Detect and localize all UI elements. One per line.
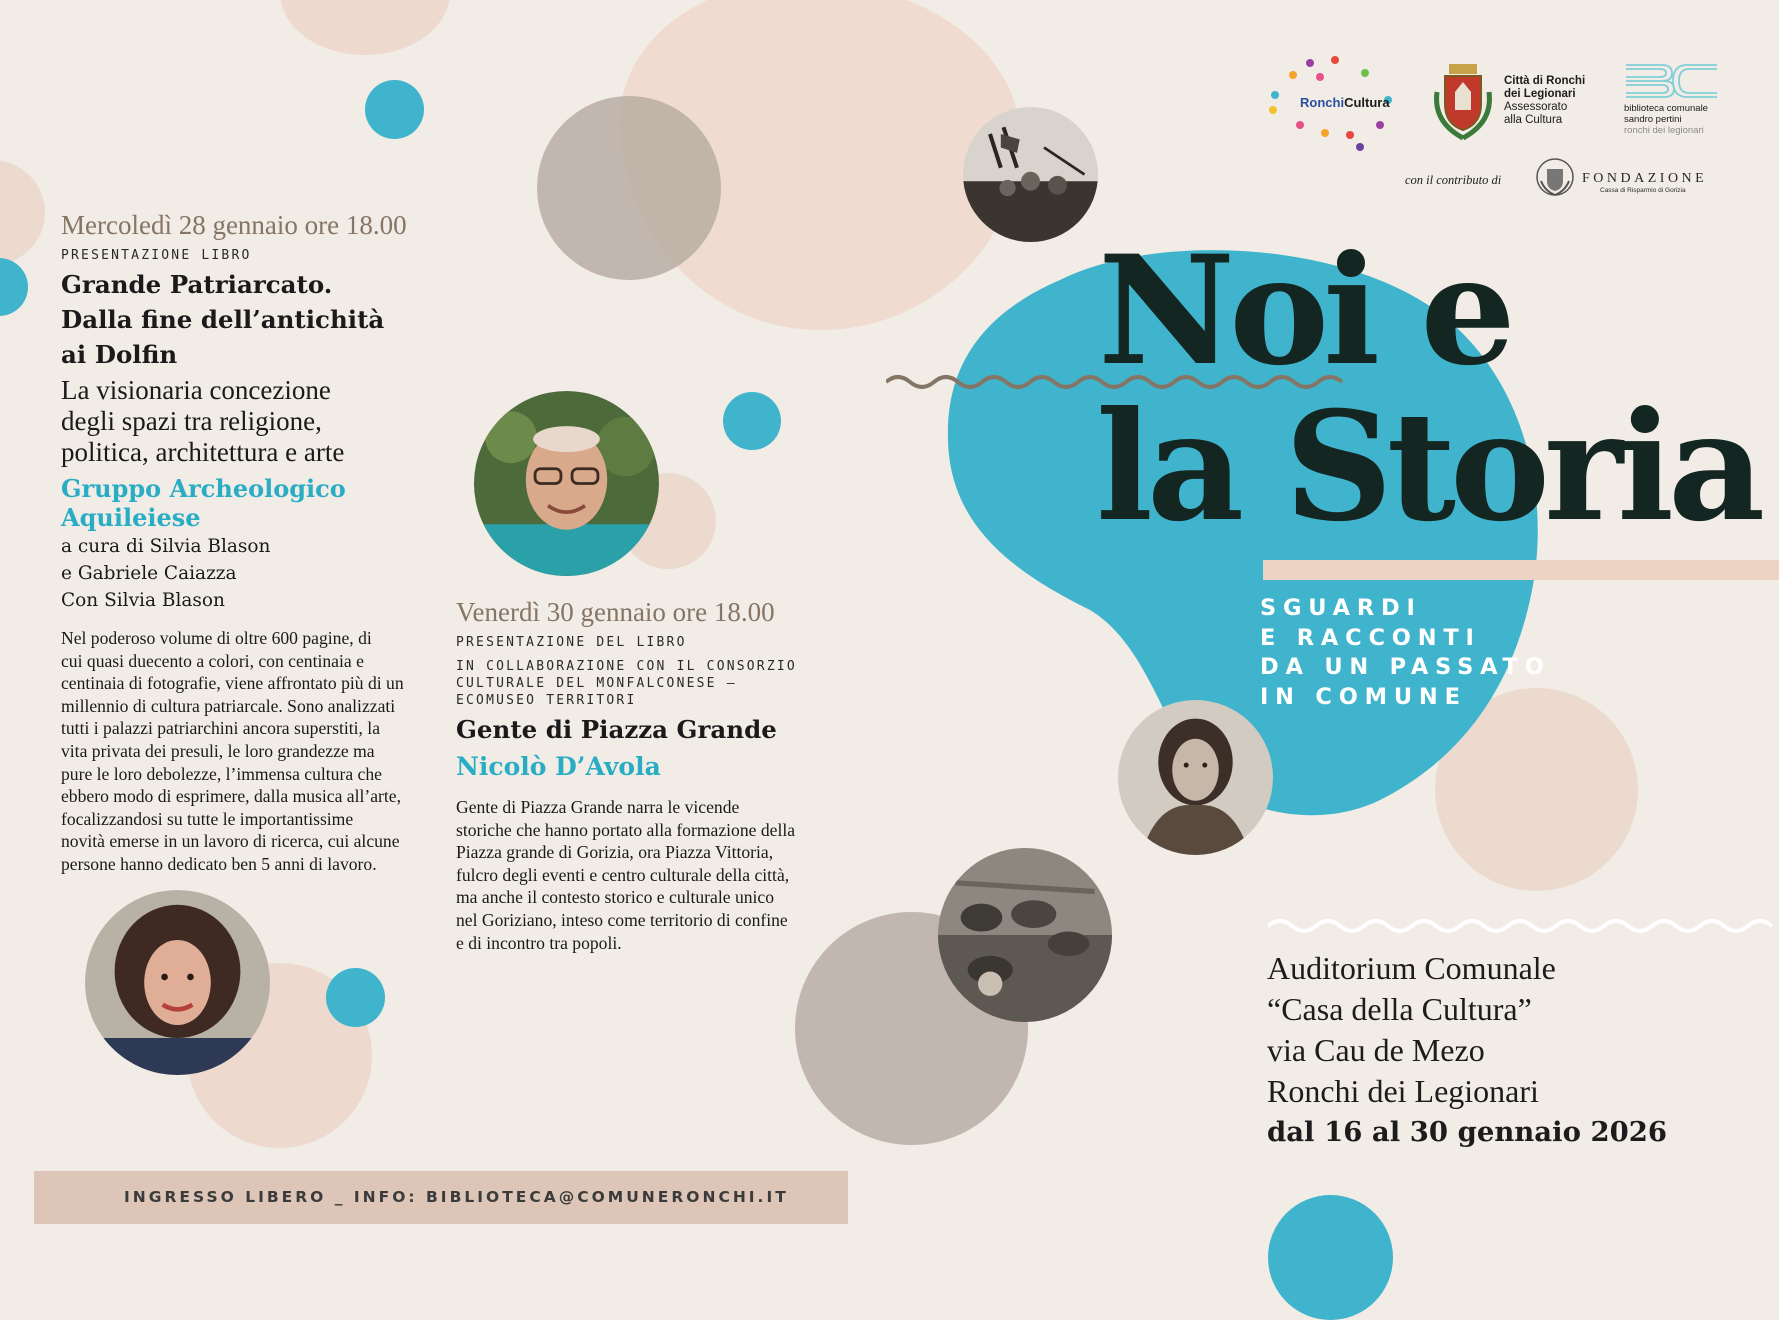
event2-title: Gente di Piazza Grande — [456, 715, 777, 744]
contributo-label: con il contributo di — [1405, 173, 1502, 187]
event1-title-line-3: ai Dolfin — [61, 340, 178, 369]
event2-collab-line-3: ECOMUSEO TERRITORI — [456, 693, 637, 708]
event2-desc-line: Piazza grande di Gorizia, ora Piazza Vittoria, — [456, 842, 774, 863]
event1-title-line-1: Grande Patriarcato. — [61, 270, 333, 299]
event1-desc-line: novità emerse in un lavoro di ricerca, cui alcune — [61, 831, 400, 852]
peach-bar — [1263, 560, 1779, 580]
citta-line-2: dei Legionari — [1504, 88, 1576, 100]
tagline-line-3: DA UN PASSATO — [1260, 654, 1551, 680]
event1-desc-line: cui quasi duecento a colori, con centinaia e — [61, 650, 364, 671]
event1-desc-line: centinaia di fotografie, viene affrontato più di un — [61, 673, 404, 694]
event1-org-line-2: Aquileiese — [61, 503, 201, 532]
event1-desc-line: focalizzandosi su tutte le importantissime — [61, 808, 354, 829]
tagline — [1260, 594, 1551, 712]
citta-line-3: Assessorato — [1504, 101, 1568, 113]
footer-info: INGRESSO LIBERO _ INFO: BIBLIOTECA@COMUNERONCHI.IT — [124, 1188, 789, 1206]
portrait-woman-curly-hair — [85, 890, 270, 1075]
event1-subtitle-line-2: degli spazi tra religione, — [61, 406, 322, 436]
venue-line-3: via Cau de Mezo — [1267, 1032, 1485, 1068]
event1-title-line-2: Dalla fine dell’antichità — [61, 305, 385, 334]
peach-half-left — [0, 160, 45, 265]
event2-desc-line: e di incontro tra popoli. — [456, 932, 622, 953]
venue-line-4: Ronchi dei Legionari — [1267, 1073, 1539, 1109]
tagline-line-4: IN COMUNE — [1260, 683, 1467, 710]
event1-credit-1: a cura di Silvia Blason — [61, 536, 271, 557]
biblioteca-line-3: ronchi dei legionari — [1624, 125, 1704, 136]
event1-title — [61, 267, 384, 372]
logo-cultura: Cultura — [1344, 95, 1390, 110]
event1-desc-line: pure le loro debolezze, l’immensa cultura che — [61, 763, 382, 784]
biblioteca-line-2: sandro pertini — [1624, 114, 1682, 125]
biblioteca-line-1: biblioteca comunale — [1624, 103, 1708, 114]
event2-description — [456, 796, 795, 954]
footer-bar — [34, 1171, 848, 1224]
event2-desc-line: Gente di Piazza Grande narra le vicende — [456, 797, 740, 817]
archive-portrait-young-woman — [1118, 700, 1273, 855]
event1-description — [61, 627, 404, 876]
event1-credit-3: Con Silvia Blason — [61, 590, 225, 611]
event1-subtitle — [61, 375, 344, 468]
archive-photo-soldiers-flags — [963, 107, 1098, 242]
headline-line-1 — [1098, 223, 1510, 399]
event2-desc-line: storiche che hanno portato alla formazione della — [456, 819, 796, 840]
event-dates: dal 16 al 30 gennaio 2026 — [1267, 1116, 1668, 1148]
event2-author: Nicolò D’Avola — [456, 752, 661, 781]
event2-kicker: PRESENTAZIONE DEL LIBRO — [456, 635, 687, 650]
event1-date: Mercoledì 28 gennaio ore 18.00 — [61, 210, 407, 240]
headline-noi-a: No — [1098, 223, 1324, 399]
logo-ronchi: Ronchi — [1300, 95, 1345, 110]
coat-of-arms-icon — [1431, 62, 1495, 144]
teal-dot-bottom — [1268, 1195, 1393, 1320]
event1-credits — [61, 533, 270, 614]
biblioteca-text — [1624, 103, 1708, 136]
venue-line-1: Auditorium Comunale — [1267, 950, 1556, 986]
citta-ronchi-text — [1504, 75, 1585, 127]
event1-subtitle-line-3: politica, architettura e arte — [61, 437, 345, 467]
event1-org-line-1: Gruppo Archeologico — [61, 474, 346, 503]
event1-desc-line: Nel poderoso volume di oltre 600 pagine, di — [61, 628, 372, 648]
teal-dot-2 — [0, 258, 28, 316]
citta-line-1: Città di Ronchi — [1504, 75, 1586, 87]
event2-collab-line-1: IN COLLABORAZIONE CON IL CONSORZIO — [456, 659, 797, 674]
event1-desc-line: vita privata dei presuli, le loro grandezze ma — [61, 740, 375, 761]
event1-desc-line: millennio di cultura patriarcale. Sono analizzati — [61, 695, 396, 716]
tagline-line-1: SGUARDI — [1260, 595, 1422, 621]
teal-dot-1 — [365, 80, 424, 139]
venue-line-2: “Casa della Cultura” — [1267, 991, 1532, 1027]
teal-dot-3 — [723, 392, 781, 450]
event1-subtitle-line-1: La visionaria concezione — [61, 375, 331, 405]
event1-kicker: PRESENTAZIONE LIBRO — [61, 248, 252, 263]
event1-desc-line: ebbero modo di esprimere, dalla musica all’arte, — [61, 786, 402, 807]
event1-desc-line: tutti i palazzi patriarchini ancora superstiti, la — [61, 718, 381, 739]
event1-desc-line: persone hanno dedicato ben 5 anni di lavoro. — [61, 853, 377, 874]
fondazione-emblem-icon — [1533, 155, 1577, 199]
tagline-line-2: E RACCONTI — [1260, 624, 1481, 651]
wave-line-right — [1268, 912, 1779, 942]
event2-desc-line: fulcro degli eventi e centro culturale della città, — [456, 864, 790, 885]
headline-noi-b: i e — [1323, 223, 1510, 399]
event2-desc-line: ma anche il contesto storico e culturale unico — [456, 887, 775, 908]
fondazione-sub: Cassa di Risparmio di Gorizia — [1600, 187, 1686, 194]
teal-dot-4 — [326, 968, 385, 1027]
portrait-man-glasses — [474, 391, 659, 576]
citta-line-4: alla Cultura — [1504, 114, 1563, 126]
biblioteca-bc-icon — [1624, 62, 1719, 100]
event2-collab — [456, 658, 797, 709]
archive-photo-soldiers-helmets — [938, 848, 1112, 1022]
event2-desc-line: nel Goriziano, inteso come territorio di confine — [456, 909, 788, 930]
event1-org — [61, 474, 346, 532]
venue-block — [1267, 948, 1667, 1153]
event2-date: Venerdì 30 gennaio ore 18.00 — [456, 597, 775, 627]
event1-credit-2: e Gabriele Caiazza — [61, 563, 237, 584]
headline-line-2: la Storia — [1096, 379, 1760, 555]
peach-blob-top — [280, 0, 450, 55]
ronchicultura-logo — [1265, 55, 1410, 155]
taupe-circle-1 — [537, 96, 721, 280]
fondazione-name: FONDAZIONE — [1582, 171, 1708, 186]
event2-collab-line-2: CULTURALE DEL MONFALCONESE – — [456, 676, 737, 691]
